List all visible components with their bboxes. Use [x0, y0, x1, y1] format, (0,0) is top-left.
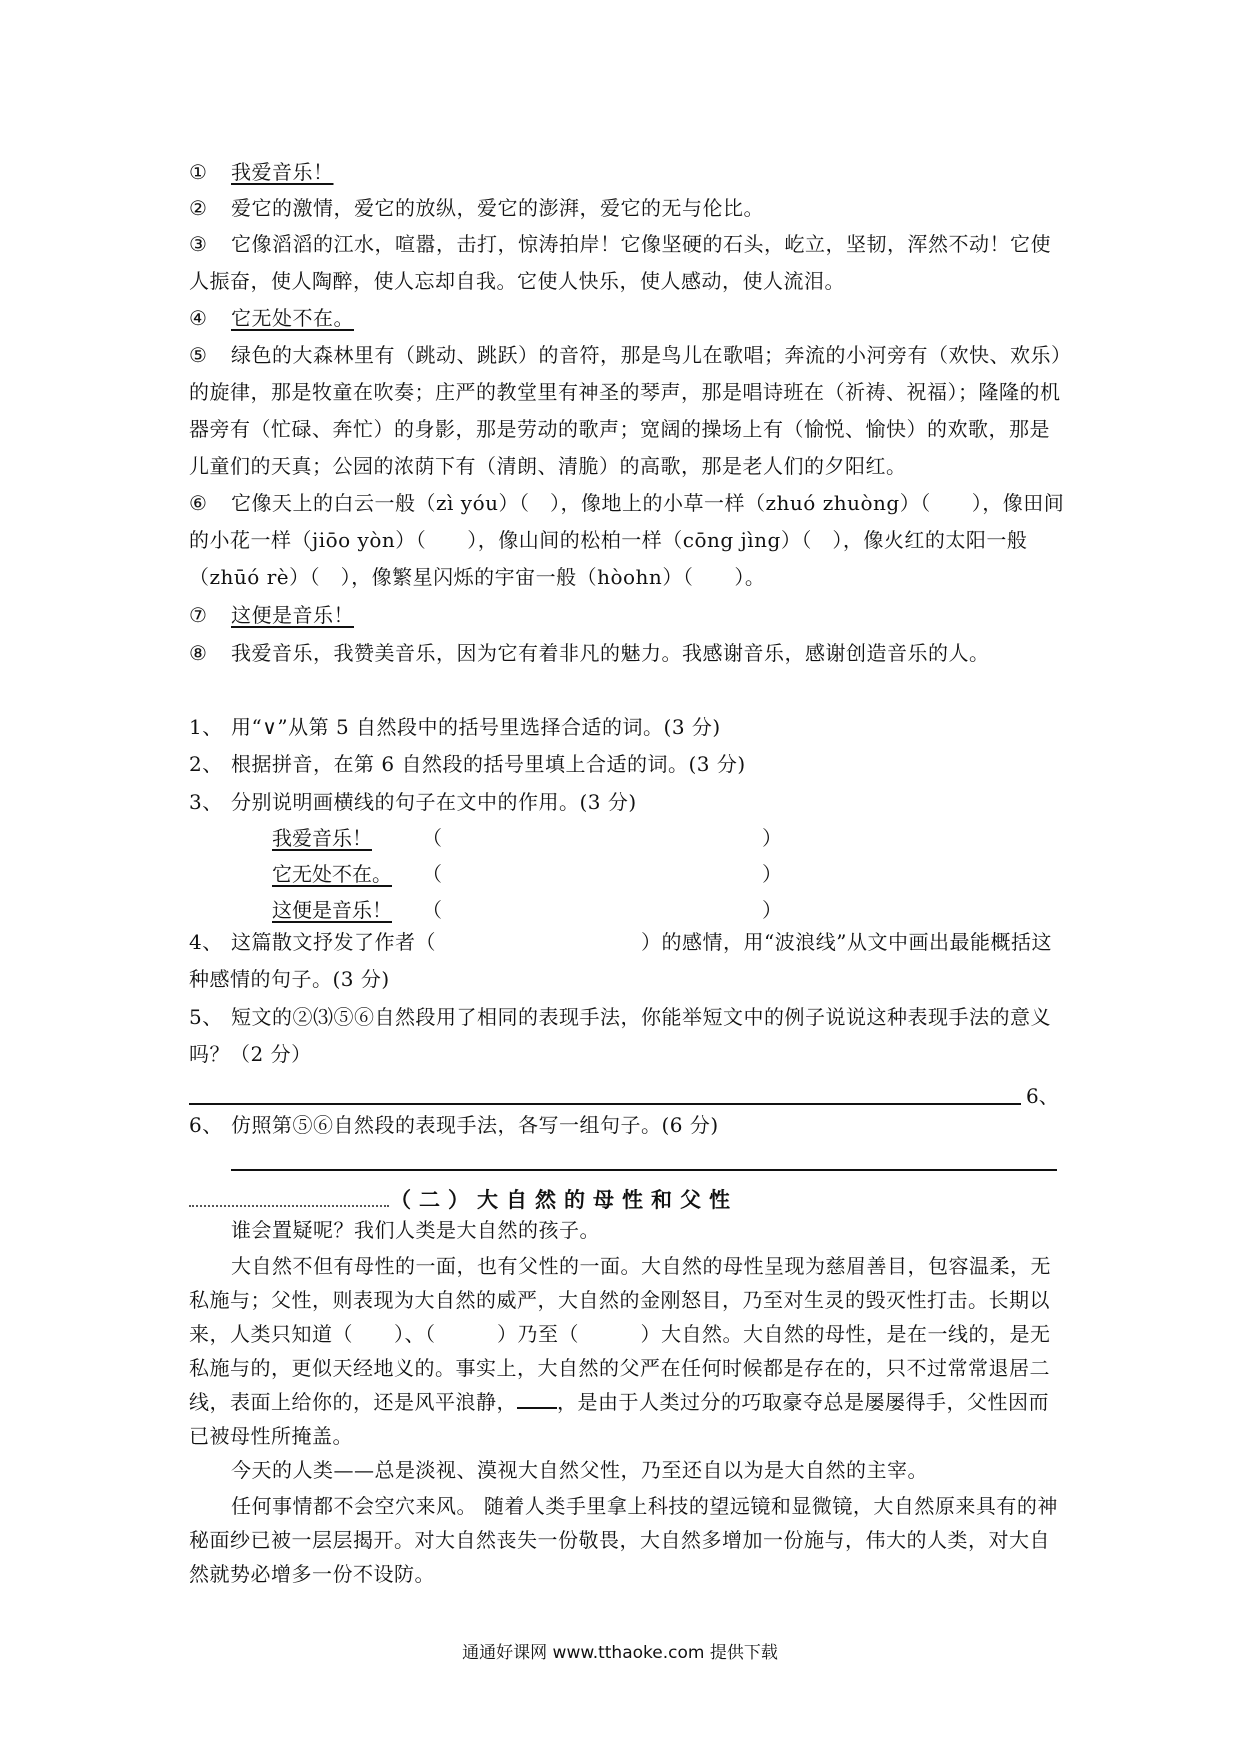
paragraph-text: 它像天上的白云一般（zì yóu）（ ），像地上的小草一样（zhuó zhuòng）（ ），像田间的小花一样（jiōo yòn）（ ），像山间的松柏一样（cōng jìng）（ ），像火红的太阳一般（zhūó rè）（ ），像繁星闪烁的宇宙一般（hòohn）（ ）。 — [189, 491, 1065, 589]
question-1 — [189, 715, 1069, 739]
question-number: 4、 — [189, 930, 223, 954]
question-text: 根据拼音，在第 6 自然段的括号里填上合适的词。(3 分) — [231, 752, 746, 776]
answer-row-2 — [272, 862, 782, 886]
section-heading: （二）大自然的母性和父性 — [390, 1187, 738, 1212]
paragraph-number: ⑦ — [189, 603, 208, 627]
question-text: 分别说明画横线的句子在文中的作用。(3 分) — [231, 790, 637, 814]
paragraph-text: 绿色的大森林里有（跳动、跳跃）的音符，那是鸟儿在歌唱；奔流的小河旁有（欢快、欢乐）的旋律，那是牧童在吹奏；庄严的教堂里有神圣的琴声，那是唱诗班在（祈祷、祝福）；隆隆的机器旁有（忙碌、奔忙）的身影，那是劳动的歌声；宽阔的操场上有（愉悦、愉快）的欢歌，那是儿童们的天真；公园的浓荫下有（清朗、清脆）的高歌，那是老人们的夕阳红。 — [189, 343, 1062, 478]
question-6 — [189, 1113, 1069, 1137]
answer-line — [231, 1169, 1057, 1171]
question-4 — [189, 924, 1069, 998]
question-text: 用“∨”从第 5 自然段中的括号里选择合适的词。(3 分) — [231, 715, 721, 739]
answer-close-paren: ） — [762, 898, 782, 922]
question-number: 6、 — [189, 1113, 223, 1137]
question-number: 1、 — [189, 715, 223, 739]
question-3 — [189, 790, 1069, 814]
question-text: 仿照第⑤⑥自然段的表现手法，各写一组句子。(6 分) — [231, 1113, 719, 1137]
paragraph-2 — [189, 196, 1069, 220]
answer-row-3 — [272, 898, 782, 922]
passage2-paragraph-1: 谁会置疑呢？我们人类是大自然的孩子。 — [231, 1218, 600, 1242]
underlined-sentence: 我爱音乐！ — [272, 826, 372, 850]
paragraph-text: 爱它的激情，爱它的放纵，爱它的澎湃，爱它的无与伦比。 — [231, 196, 764, 220]
passage2-paragraph-4: 任何事情都不会空穴来风。 随着人类手里拿上科技的望远镜和显微镜，大自然原来具有的神秘面纱已被一层层揭开。对大自然丧失一份敬畏，大自然多增加一份施与，伟大的人类，对大自然就势必增多一份不设防。 — [189, 1494, 1058, 1586]
answer-close-paren: ） — [762, 862, 782, 886]
paragraph-7 — [189, 603, 1069, 627]
paragraph-text: 大自然不但有母性的一面，也有父性的一面。大自然的母性呈现为慈眉善目，包容温柔，无私施与；父性，则表现为大自然的威严，大自然的金刚怒目，乃至对生灵的毁灭性打击。长期以来，人类只知道（ ）、（ ）乃至（ ）大自然。大自然的母性，是在一线的，是无私施与的，更似天经地义的。事实上，大自然的父严在任何时候都是存在的，只不过常常退居二线，表面上给你的，还是风平浪静， — [189, 1254, 1051, 1414]
underlined-sentence: 它无处不在。 — [272, 862, 392, 886]
paragraph-number: ① — [189, 160, 208, 184]
underlined-sentence: 它无处不在。 — [231, 306, 354, 330]
answer-close-paren: ） — [762, 826, 782, 850]
underlined-sentence: 我爱音乐！ — [231, 160, 334, 184]
answer-open-paren: （ — [422, 898, 442, 922]
answer-line — [189, 1103, 1021, 1105]
dotted-leader — [189, 1205, 389, 1207]
question-text: 这篇散文抒发了作者（ ）的感情，用“波浪线”从文中画出最能概括这种感情的句子。(3 分) — [189, 930, 1052, 991]
answer-row-1 — [272, 826, 782, 850]
paragraph-text: 它像滔滔的江水，喧嚣，击打，惊涛拍岸！它像坚硬的石头，屹立，坚韧，浑然不动！它使人振奋，使人陶醉，使人忘却自我。它使人快乐，使人感动，使人流泪。 — [189, 232, 1051, 293]
paragraph-text: ，是由于人类过分的巧取豪夺总是屡屡得手，父性因而已被母性所掩盖。 — [189, 1390, 1049, 1448]
paragraph-text: 我爱音乐，我赞美音乐，因为它有着非凡的魅力。我感谢音乐，感谢创造音乐的人。 — [231, 641, 990, 665]
paragraph-number: ⑧ — [189, 641, 208, 665]
question-text: 短文的②⑶⑤⑥自然段用了相同的表现手法，你能举短文中的例子说说这种表现手法的意义吗？（2 分） — [189, 1005, 1051, 1066]
question-number: 5、 — [189, 1005, 223, 1029]
fill-blank — [517, 1389, 557, 1409]
underlined-sentence: 这便是音乐！ — [231, 603, 354, 627]
answer-open-paren: （ — [422, 862, 442, 886]
question-number-tail: 6、 — [1026, 1084, 1059, 1108]
paragraph-number: ② — [189, 196, 208, 220]
paragraph-number: ③ — [189, 232, 208, 256]
question-5 — [189, 999, 1069, 1073]
passage2-paragraph-2 — [189, 1249, 1069, 1453]
question-2 — [189, 752, 1069, 776]
paragraph-number: ④ — [189, 306, 208, 330]
paragraph-4 — [189, 306, 1069, 330]
passage2-paragraph-3: 今天的人类——总是淡视、漠视大自然父性，乃至还自以为是大自然的主宰。 — [231, 1458, 928, 1482]
paragraph-5 — [189, 337, 1069, 485]
paragraph-6 — [189, 485, 1069, 596]
paragraph-number: ⑥ — [189, 491, 208, 515]
paragraph-number: ⑤ — [189, 343, 208, 367]
paragraph-1 — [189, 160, 1069, 184]
question-number: 2、 — [189, 752, 223, 776]
footer-watermark: 通通好课网 www.tthaoke.com 提供下载 — [462, 1643, 778, 1663]
question-number: 3、 — [189, 790, 223, 814]
underlined-sentence: 这便是音乐！ — [272, 898, 392, 922]
paragraph-8 — [189, 641, 1069, 665]
paragraph-3 — [189, 226, 1069, 300]
answer-open-paren: （ — [422, 826, 442, 850]
